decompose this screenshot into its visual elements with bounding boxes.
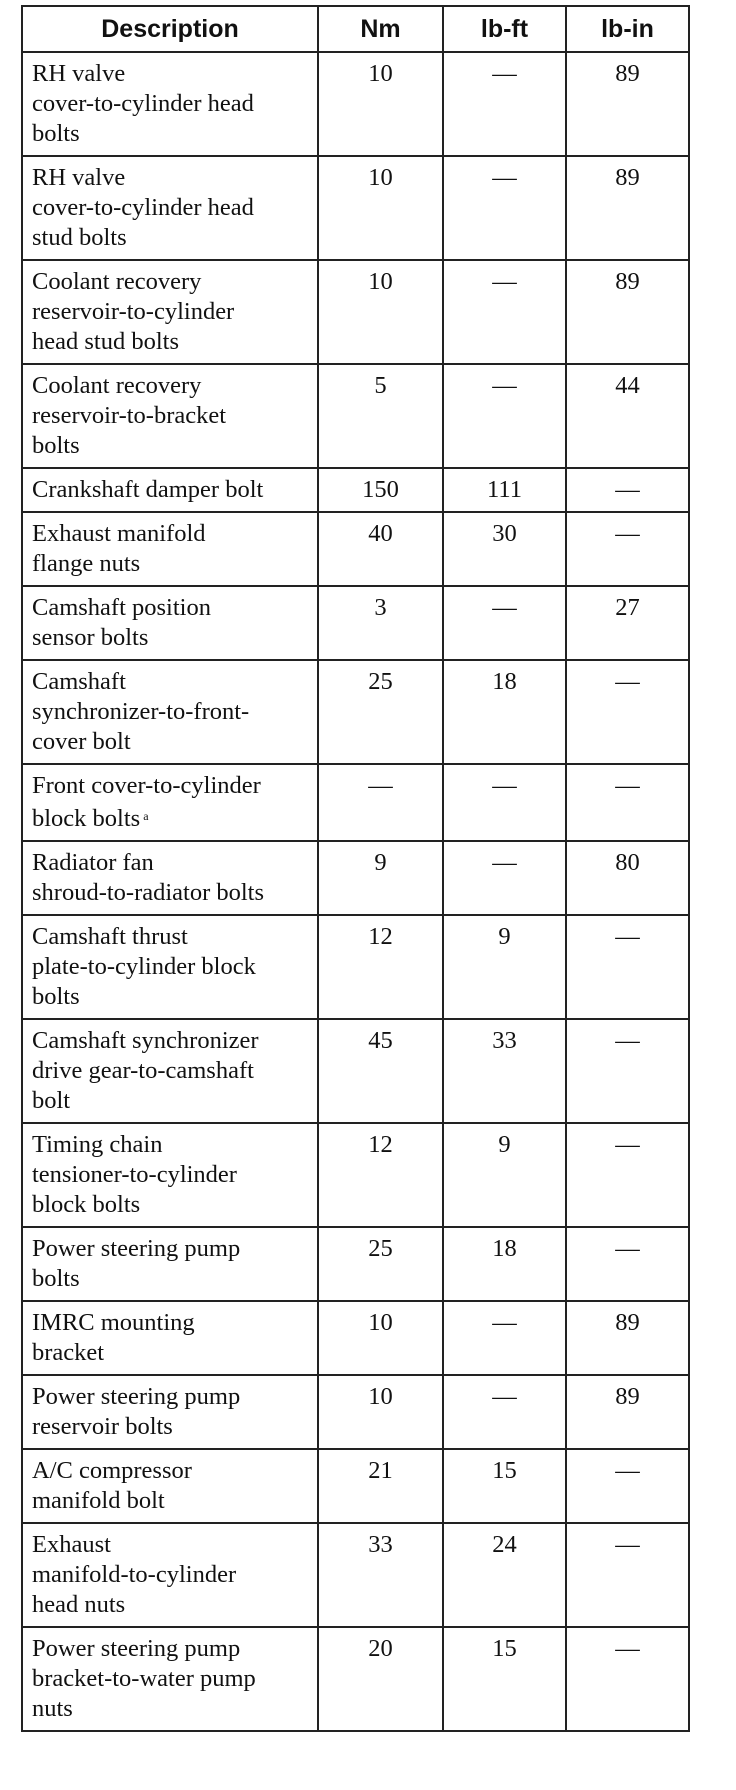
footnote-marker: a [143,809,149,823]
table-row [22,586,689,660]
lb-ft-cell: 15 [443,1627,566,1731]
description-line: Crankshaft damper bolt [32,476,264,503]
lb-ft-cell: — [443,156,566,260]
nm-cell: 3 [318,586,443,660]
lb-ft-cell: 24 [443,1523,566,1627]
lb-ft-cell: — [443,1375,566,1449]
nm-cell: 10 [318,156,443,260]
description-line: nuts [32,1695,73,1722]
description-line: Power steering pump [32,1635,241,1662]
description-line: stud bolts [32,224,127,251]
description-line: RH valve [32,164,126,191]
table-row [22,260,689,364]
table-row [22,1123,689,1227]
lb-in-cell: — [566,1227,689,1301]
description-line: Radiator fan [32,849,154,876]
description-line: Front cover-to-cylinder [32,772,261,799]
nm-cell: 12 [318,915,443,1019]
lb-ft-cell: 30 [443,512,566,586]
description-line: IMRC mounting [32,1309,195,1336]
nm-cell: 45 [318,1019,443,1123]
description-cell [22,1019,318,1123]
lb-ft-cell: 9 [443,915,566,1019]
nm-cell: 10 [318,1301,443,1375]
lb-in-cell: 89 [566,1375,689,1449]
nm-cell: 40 [318,512,443,586]
nm-cell: 150 [318,468,443,512]
lb-in-cell: — [566,1523,689,1627]
table-row [22,468,689,512]
table-row [22,841,689,915]
table-row [22,364,689,468]
lb-in-cell: 44 [566,364,689,468]
table-row [22,660,689,764]
nm-cell: 20 [318,1627,443,1731]
table-row [22,512,689,586]
description-cell [22,1449,318,1523]
table-row [22,1627,689,1731]
description-line: bolts [32,432,80,459]
description-line: cover-to-cylinder head [32,90,254,117]
description-cell [22,512,318,586]
description-cell [22,260,318,364]
description-line: RH valve [32,60,126,87]
description-line: sensor bolts [32,624,149,651]
description-line: flange nuts [32,550,141,577]
nm-cell: 10 [318,1375,443,1449]
description-line: Exhaust [32,1531,111,1558]
torque-spec-table [21,5,690,1732]
lb-in-cell: 89 [566,1301,689,1375]
description-line: Camshaft synchronizer [32,1027,259,1054]
description-cell [22,764,318,841]
lb-ft-cell: — [443,364,566,468]
lb-in-cell: — [566,512,689,586]
lb-in-cell: 27 [566,586,689,660]
lb-ft-cell: — [443,841,566,915]
nm-cell: 5 [318,364,443,468]
table-header [22,6,689,52]
description-line: synchronizer-to-front- [32,698,250,725]
lb-ft-cell: — [443,260,566,364]
lb-ft-cell: 18 [443,1227,566,1301]
description-line: plate-to-cylinder block [32,953,256,980]
lb-ft-cell: 18 [443,660,566,764]
description-line: reservoir bolts [32,1413,173,1440]
lb-in-cell: — [566,764,689,841]
lb-ft-cell: 111 [443,468,566,512]
description-cell [22,1301,318,1375]
header-lb-in: lb-in [566,6,689,52]
lb-ft-cell: — [443,52,566,156]
table-row [22,764,689,841]
description-line: block bolts [32,1191,141,1218]
description-line: bolts [32,983,80,1010]
nm-cell: 25 [318,1227,443,1301]
description-line: Camshaft thrust [32,923,188,950]
nm-cell: 12 [318,1123,443,1227]
nm-cell: — [318,764,443,841]
table-row [22,156,689,260]
description-line: bolt [32,1087,71,1114]
description-line: drive gear-to-camshaft [32,1057,254,1084]
table-body [22,52,689,1731]
description-cell [22,1627,318,1731]
lb-ft-cell: — [443,764,566,841]
table-row [22,1301,689,1375]
table-row [22,915,689,1019]
description-line: bracket-to-water pump [32,1665,256,1692]
nm-cell: 9 [318,841,443,915]
description-cell [22,1375,318,1449]
description-line: Camshaft position [32,594,211,621]
description-line: Exhaust manifold [32,520,206,547]
description-cell [22,52,318,156]
table-row [22,1019,689,1123]
lb-ft-cell: — [443,586,566,660]
description-cell [22,841,318,915]
lb-ft-cell: 9 [443,1123,566,1227]
header-description: Description [22,6,318,52]
table-row [22,1227,689,1301]
description-line: reservoir-to-cylinder [32,298,235,325]
lb-in-cell: — [566,1627,689,1731]
nm-cell: 25 [318,660,443,764]
table-row [22,1375,689,1449]
nm-cell: 21 [318,1449,443,1523]
lb-in-cell: — [566,915,689,1019]
description-line: Power steering pump [32,1235,241,1262]
table-row [22,1523,689,1627]
description-cell [22,915,318,1019]
description-cell [22,1523,318,1627]
description-line: bolts [32,120,80,147]
description-line: head stud bolts [32,328,179,355]
table-row [22,1449,689,1523]
description-line: Coolant recovery [32,268,202,295]
description-cell [22,586,318,660]
lb-in-cell: 80 [566,841,689,915]
lb-in-cell: — [566,660,689,764]
description-cell [22,1227,318,1301]
description-line: Camshaft [32,668,126,695]
lb-in-cell: — [566,1019,689,1123]
nm-cell: 10 [318,52,443,156]
description-line: head nuts [32,1591,126,1618]
description-cell [22,660,318,764]
lb-in-cell: 89 [566,156,689,260]
description-cell [22,468,318,512]
description-line: manifold bolt [32,1487,165,1514]
lb-in-cell: — [566,1449,689,1523]
description-line: block bolts [32,805,141,832]
description-line: bolts [32,1265,80,1292]
lb-in-cell: 89 [566,260,689,364]
description-line: manifold-to-cylinder [32,1561,237,1588]
table-row [22,52,689,156]
lb-ft-cell: — [443,1301,566,1375]
lb-in-cell: 89 [566,52,689,156]
description-line: bracket [32,1339,105,1366]
description-line: Timing chain [32,1131,163,1158]
description-line: Power steering pump [32,1383,241,1410]
description-line: reservoir-to-bracket [32,402,227,429]
description-line: tensioner-to-cylinder [32,1161,237,1188]
lb-in-cell: — [566,468,689,512]
description-line: Coolant recovery [32,372,202,399]
description-line: shroud-to-radiator bolts [32,879,265,906]
lb-in-cell: — [566,1123,689,1227]
lb-ft-cell: 15 [443,1449,566,1523]
header-lb-ft: lb-ft [443,6,566,52]
header-row [22,6,689,52]
lb-ft-cell: 33 [443,1019,566,1123]
description-line: cover bolt [32,728,131,755]
nm-cell: 10 [318,260,443,364]
description-cell [22,364,318,468]
description-line: cover-to-cylinder head [32,194,254,221]
description-line: A/C compressor [32,1457,192,1484]
description-cell [22,1123,318,1227]
description-cell [22,156,318,260]
header-nm: Nm [318,6,443,52]
nm-cell: 33 [318,1523,443,1627]
